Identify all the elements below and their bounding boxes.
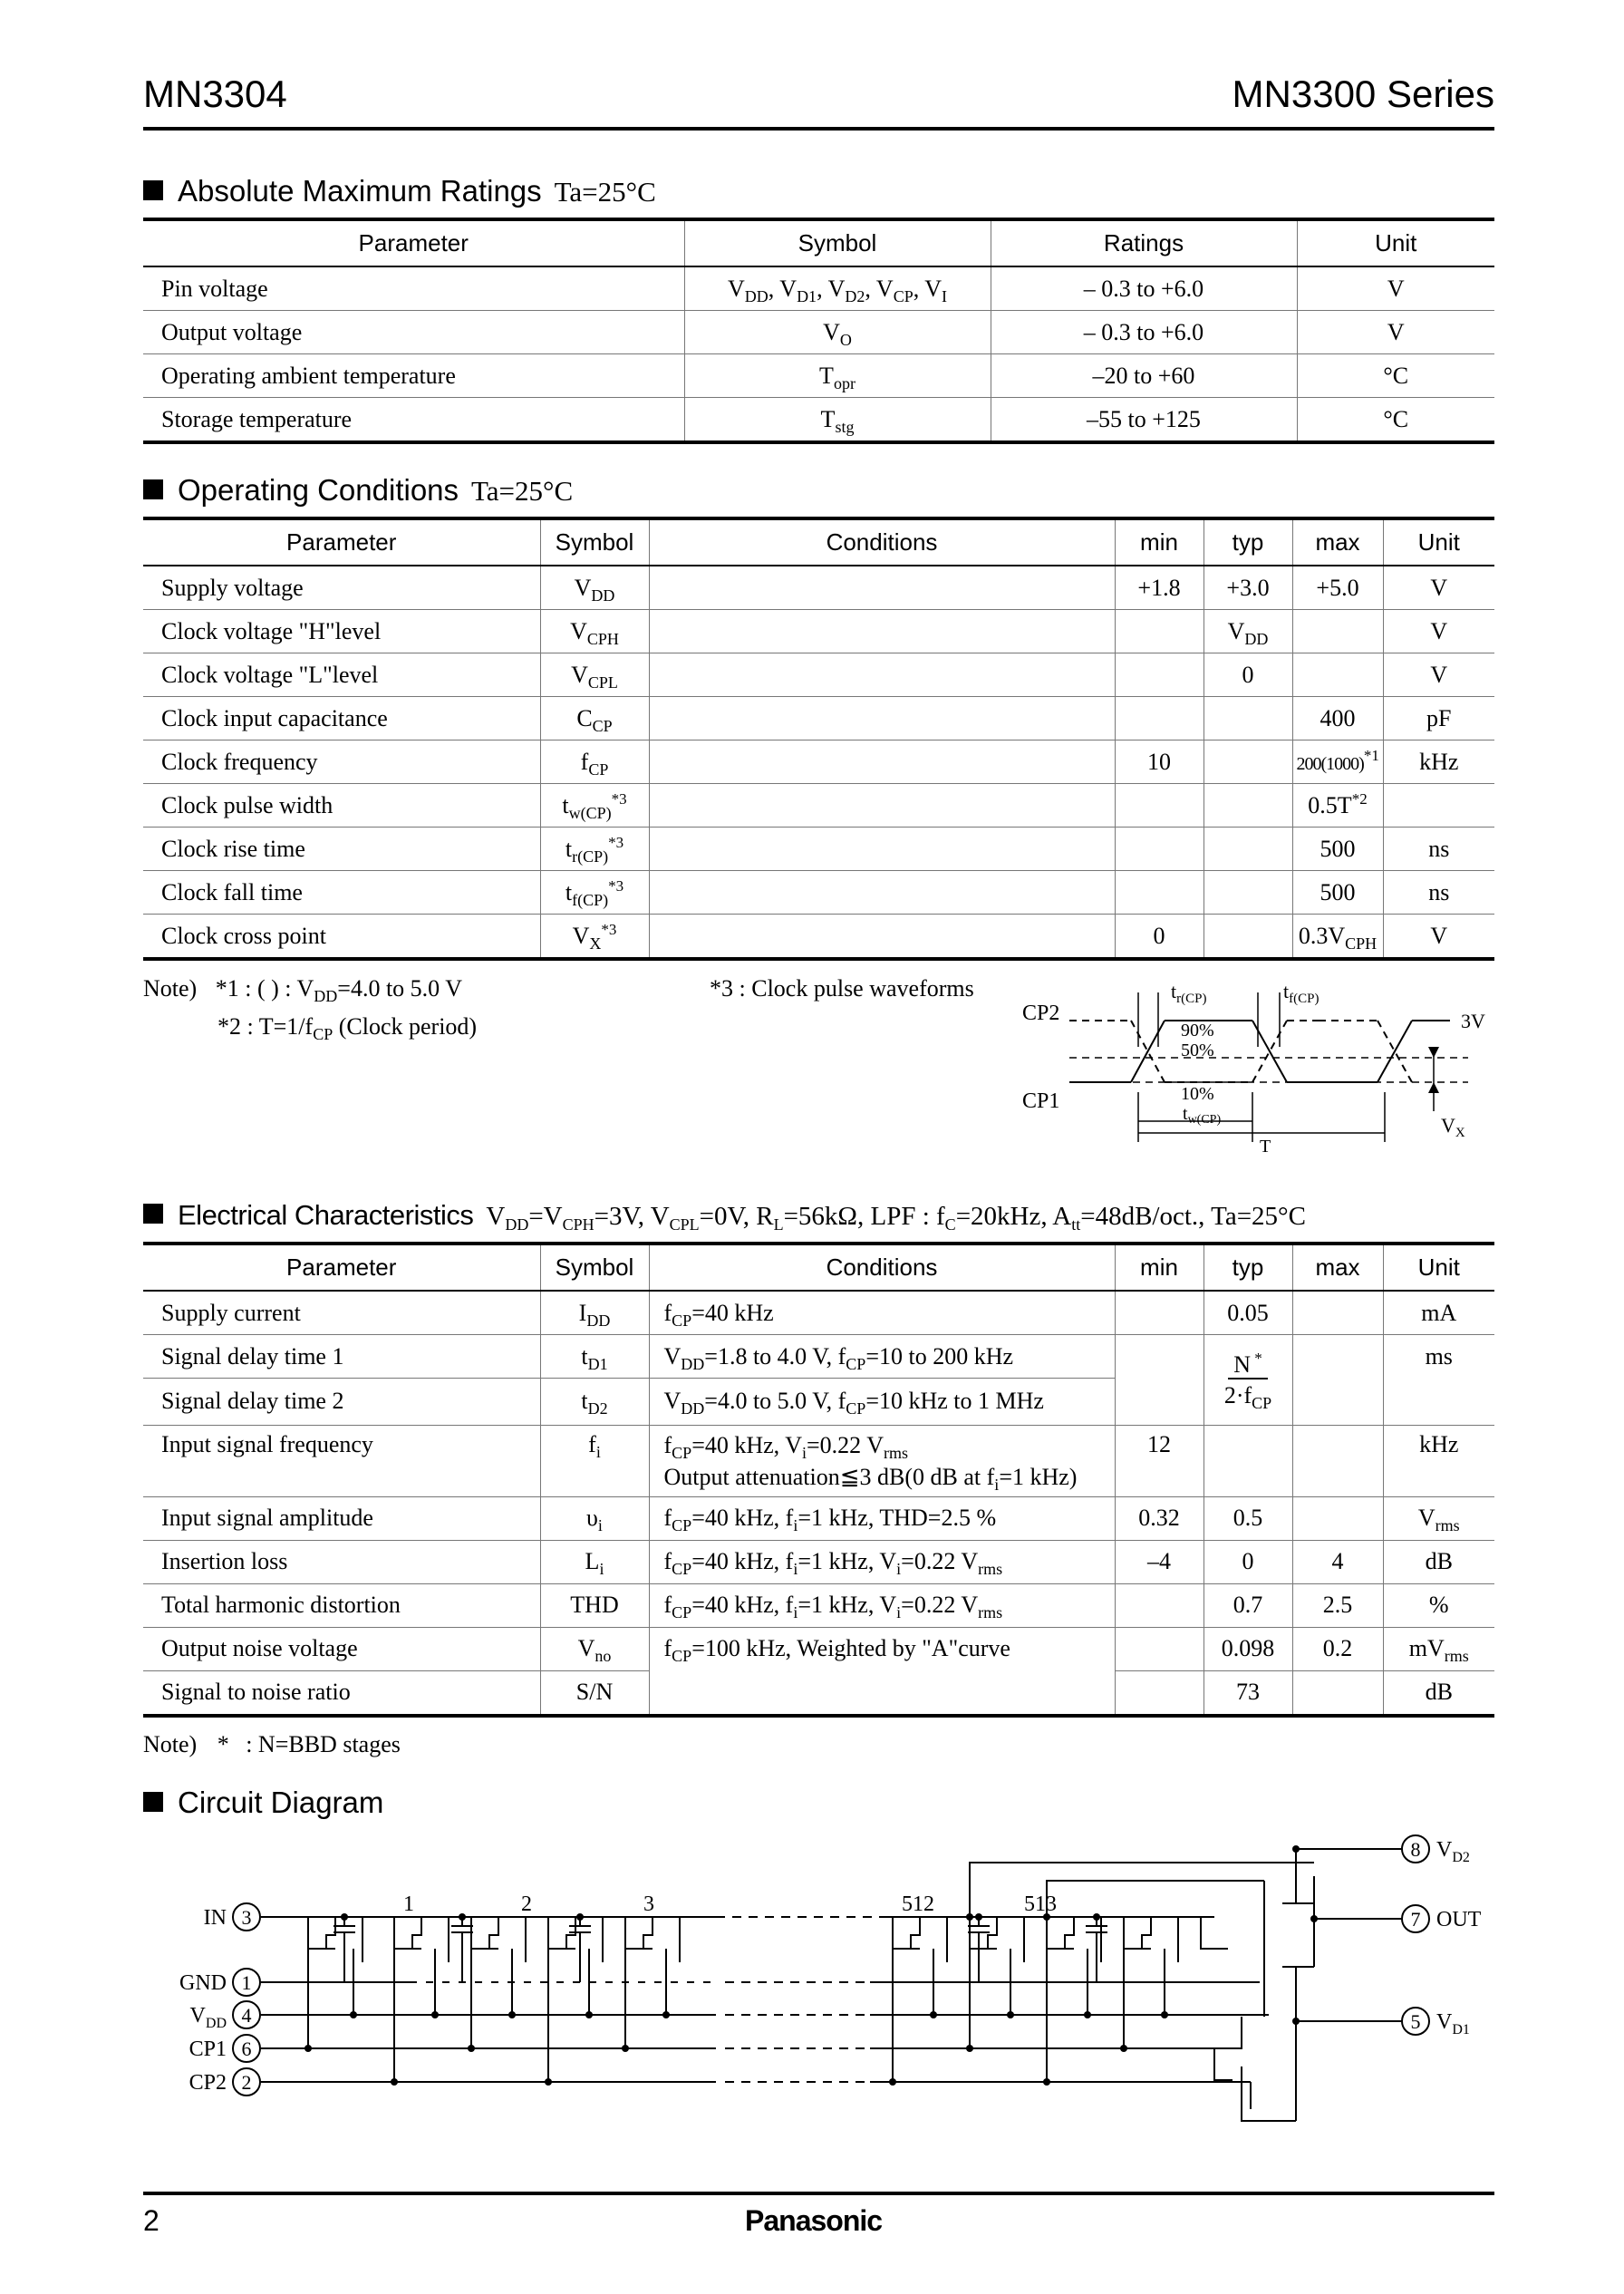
col-header: Unit <box>1383 1244 1494 1291</box>
note-text: (Clock period) <box>338 1013 478 1040</box>
abs-max-condition: Ta=25°C <box>554 176 656 208</box>
typ-cell: 0.05 <box>1204 1291 1292 1335</box>
page-number: 2 <box>143 2204 160 2237</box>
stage-cell <box>394 1917 449 2082</box>
param-cell: Input signal amplitude <box>143 1496 540 1540</box>
unit-cell: % <box>1383 1583 1494 1627</box>
col-header: min <box>1115 518 1204 566</box>
typ-cell <box>1204 784 1292 828</box>
param-cell: Pin voltage <box>143 266 684 311</box>
output-tap-2 <box>1047 1881 1264 1917</box>
symbol-cell: $V_O$ <box>684 311 991 354</box>
min-cell <box>1115 1670 1204 1716</box>
col-header: Symbol <box>540 1244 649 1291</box>
tw-label: $t_{w(CP)}$ <box>1183 1104 1222 1127</box>
note-sub: CP <box>313 1025 334 1043</box>
pin-in <box>204 1903 260 1931</box>
col-header: max <box>1292 518 1383 566</box>
col-header: typ <box>1204 1244 1292 1291</box>
symbol-cell: $t_{f(CP)}^{*3}$ <box>540 871 649 915</box>
table-header-row <box>143 518 1494 566</box>
note-label: Note) <box>143 1731 198 1757</box>
typ-cell: $V_{DD}$ <box>1204 610 1292 653</box>
symbol-cell: $I_{DD}$ <box>540 1291 649 1335</box>
col-header: Parameter <box>143 1244 540 1291</box>
min-cell <box>1115 610 1204 653</box>
col-header: Unit <box>1383 518 1494 566</box>
table-row <box>143 740 1494 784</box>
symbol-cell: $t_{r(CP)}^{*3}$ <box>540 828 649 871</box>
conditions-cell: $f_{CP}=40$ kHz, $f_i=1$ kHz, $V_i=0.22$ $V_{rms}$ <box>649 1540 1115 1583</box>
table-header-row <box>143 1244 1494 1291</box>
cp2-label: CP2 <box>1022 1002 1060 1025</box>
rating-cell: – 0.3 to +6.0 <box>991 266 1297 311</box>
min-cell: 10 <box>1115 740 1204 784</box>
unit-cell: kHz <box>1383 740 1494 784</box>
max-cell <box>1292 1670 1383 1716</box>
symbol-cell: $V_{CPL}$ <box>540 653 649 697</box>
param-cell: Total harmonic distortion <box>143 1583 540 1627</box>
rating-cell: –55 to +125 <box>991 398 1297 443</box>
unit-cell <box>1383 784 1494 828</box>
col-header: Symbol <box>540 518 649 566</box>
stage-label: 1 <box>403 1892 414 1916</box>
cp1-label: CP1 <box>1022 1089 1060 1113</box>
max-cell <box>1292 1291 1383 1335</box>
note-mark: * <box>217 1731 229 1757</box>
unit-cell: $V_{rms}$ <box>1383 1496 1494 1540</box>
typ-cell <box>1204 1425 1292 1496</box>
conditions-cell: $V_{DD}=1.8$ to 4.0 V, $f_{CP}=10$ to 200 kHz <box>649 1335 1115 1379</box>
symbol-cell: $V_{no}$ <box>540 1627 649 1670</box>
max-cell: 500 <box>1292 828 1383 871</box>
svg-text:8: 8 <box>1410 1838 1421 1861</box>
table-row <box>143 1627 1494 1670</box>
stage-label: 512 <box>902 1892 934 1916</box>
symbol-cell: $T_{stg}$ <box>684 398 991 443</box>
symbol-cell: THD <box>540 1583 649 1627</box>
header-series: MN3300 Series <box>1232 73 1494 115</box>
max-cell: +5.0 <box>1292 566 1383 610</box>
unit-cell: °C <box>1297 398 1494 443</box>
unit-cell: V <box>1297 266 1494 311</box>
typ-cell <box>1204 697 1292 740</box>
symbol-cell: $V_{DD}$ <box>540 566 649 610</box>
typ-cell <box>1204 828 1292 871</box>
table-row <box>143 610 1494 653</box>
vx-arrow-down-icon <box>1428 1082 1439 1093</box>
max-cell: $200(1000)^{*1}$ <box>1292 740 1383 784</box>
col-header: max <box>1292 1244 1383 1291</box>
bias-network <box>1214 2017 1296 2121</box>
col-header: Parameter <box>143 518 540 566</box>
level-50-label: 50% <box>1181 1041 1214 1060</box>
conditions-cell: $f_{CP}=100$ kHz, Weighted by "A"curve <box>649 1627 1115 1670</box>
svg-text:CP1: CP1 <box>188 2037 227 2061</box>
conditions-cell: $f_{CP}=40$ kHz, $f_i=1$ kHz, THD=2.5 % <box>649 1496 1115 1540</box>
op-cond-table <box>143 517 1494 961</box>
elec-condition: $V_{DD}=V_{CPH}=3V$, $V_{CPL}=0V$, $R_L=56k\Omega$, LPF : $f_C=20kHz$, $A_{tt}=48dB$/oct., Ta=25°C <box>486 1202 1306 1234</box>
header-rule <box>143 127 1494 131</box>
square-bullet-icon <box>143 1792 163 1812</box>
param-cell: Supply current <box>143 1291 540 1335</box>
table-row <box>143 653 1494 697</box>
typ-cell <box>1204 871 1292 915</box>
vx-arrow-up-icon <box>1428 1047 1439 1058</box>
param-cell: Supply voltage <box>143 566 540 610</box>
table-row <box>143 1583 1494 1627</box>
stage-cell <box>893 1917 947 2082</box>
table-row <box>143 1670 1494 1716</box>
stage-cell <box>548 1917 603 2082</box>
typ-cell <box>1204 740 1292 784</box>
square-bullet-icon <box>143 479 163 499</box>
unit-cell: ns <box>1383 871 1494 915</box>
max-cell: $0.5T^{*2}$ <box>1292 784 1383 828</box>
conditions-cell <box>649 915 1115 960</box>
max-cell: 400 <box>1292 697 1383 740</box>
col-header: Ratings <box>991 219 1297 266</box>
param-cell: Operating ambient temperature <box>143 354 684 398</box>
conditions-cell <box>649 1670 1115 1716</box>
svg-text:5: 5 <box>1410 2010 1421 2033</box>
conditions-cell <box>649 697 1115 740</box>
param-cell: Output voltage <box>143 311 684 354</box>
max-cell <box>1292 1335 1383 1379</box>
tf-label: $t_{f(CP)}$ <box>1283 980 1320 1006</box>
col-header: Symbol <box>684 219 991 266</box>
max-cell <box>1292 1379 1383 1426</box>
note-bbd <box>143 1731 401 1758</box>
op-cond-condition: Ta=25°C <box>471 475 574 507</box>
pin-cp2 <box>189 2068 260 2096</box>
capacitor <box>451 1917 473 1982</box>
param-cell: Signal delay time 1 <box>143 1335 540 1379</box>
note-3 <box>710 975 974 1002</box>
unit-cell: °C <box>1297 354 1494 398</box>
typ-cell <box>1204 915 1292 960</box>
unit-cell: dB <box>1383 1670 1494 1716</box>
op-cond-section-title <box>143 473 573 508</box>
symbol-cell: $t_{D1}$ <box>540 1335 649 1379</box>
symbol-cell: $f_{CP}$ <box>540 740 649 784</box>
table-row <box>143 1496 1494 1540</box>
svg-text:7: 7 <box>1410 1908 1421 1931</box>
conditions-cell <box>649 653 1115 697</box>
typ-cell: 73 <box>1204 1670 1292 1716</box>
stage-cell <box>1047 1917 1101 2082</box>
table-row <box>143 1335 1494 1379</box>
param-cell: Clock fall time <box>143 871 540 915</box>
min-cell <box>1115 1335 1204 1379</box>
col-header: Conditions <box>649 518 1115 566</box>
max-cell: 0.2 <box>1292 1627 1383 1670</box>
svg-text:VD2: $V_{D2}$ <box>1436 1838 1470 1865</box>
bbd-stages <box>308 1917 1228 2082</box>
cp1-rise-edge <box>1131 1021 1165 1082</box>
conditions-cell: $V_{DD}=4.0$ to 5.0 V, $f_{CP}=10$ kHz to 1 MHz <box>649 1379 1115 1426</box>
circuit-section-title <box>143 1786 383 1820</box>
elec-section-title <box>143 1197 1306 1232</box>
unit-cell: V <box>1383 566 1494 610</box>
unit-cell: V <box>1383 653 1494 697</box>
conditions-cell <box>649 610 1115 653</box>
typ-cell: 0.5 <box>1204 1496 1292 1540</box>
max-cell <box>1292 653 1383 697</box>
min-cell <box>1115 1583 1204 1627</box>
conditions-cell <box>649 784 1115 828</box>
table-row <box>143 311 1494 354</box>
symbol-cell: $V_{DD}$, $V_{D1}$, $V_{D2}$, $V_{CP}$, $V_I$ <box>684 266 991 311</box>
table-row <box>143 784 1494 828</box>
typ-cell: N * <box>1204 1335 1292 1379</box>
col-header: Conditions <box>649 1244 1115 1291</box>
table-row <box>143 1379 1494 1426</box>
param-cell: Clock input capacitance <box>143 697 540 740</box>
max-cell <box>1292 610 1383 653</box>
unit-cell: pF <box>1383 697 1494 740</box>
unit-cell: mA <box>1383 1291 1494 1335</box>
max-cell: 500 <box>1292 871 1383 915</box>
typ-cell: 0.7 <box>1204 1583 1292 1627</box>
note-mark: *3 : <box>710 975 746 1002</box>
symbol-cell: $t_{D2}$ <box>540 1379 649 1426</box>
symbol-cell: $T_{opr}$ <box>684 354 991 398</box>
param-cell: Signal to noise ratio <box>143 1670 540 1716</box>
unit-cell: V <box>1383 610 1494 653</box>
min-cell <box>1115 871 1204 915</box>
min-cell: 0.32 <box>1115 1496 1204 1540</box>
min-cell: +1.8 <box>1115 566 1204 610</box>
brand-logo: Panasonic <box>745 2204 883 2237</box>
pin-cp1 <box>189 2035 260 2062</box>
cp1-rise-edge-2 <box>1378 1021 1412 1082</box>
table-row <box>143 915 1494 960</box>
param-cell: Clock voltage "H"level <box>143 610 540 653</box>
level-10-label: 10% <box>1181 1084 1214 1104</box>
min-cell <box>1115 1627 1204 1670</box>
stage-label: 2 <box>521 1892 532 1916</box>
table-header-row <box>143 219 1494 266</box>
param-cell: Signal delay time 2 <box>143 1379 540 1426</box>
svg-text:4: 4 <box>241 2004 252 2027</box>
level-90-label: 90% <box>1181 1021 1214 1041</box>
param-cell: Clock frequency <box>143 740 540 784</box>
stage-label: 3 <box>643 1892 654 1916</box>
typ-cell: 0 <box>1204 1540 1292 1583</box>
svg-text:3: 3 <box>241 1906 252 1929</box>
unit-cell: dB <box>1383 1540 1494 1583</box>
output-buffer <box>1264 1849 1314 2021</box>
conditions-cell <box>649 828 1115 871</box>
table-row <box>143 398 1494 443</box>
header-part-number: MN3304 <box>143 73 287 115</box>
symbol-cell: $L_i$ <box>540 1540 649 1583</box>
param-cell: Insertion loss <box>143 1540 540 1583</box>
abs-max-table <box>143 218 1494 444</box>
min-cell <box>1115 697 1204 740</box>
param-cell: Output noise voltage <box>143 1627 540 1670</box>
svg-text:VDD: $V_{DD}$ <box>189 2004 227 2031</box>
table-row <box>143 354 1494 398</box>
svg-text:GND: GND <box>179 1971 227 1995</box>
svg-text:6: 6 <box>241 2037 252 2060</box>
table-row <box>143 828 1494 871</box>
min-cell: –4 <box>1115 1540 1204 1583</box>
note-text: Clock pulse waveforms <box>751 975 974 1002</box>
table-row <box>143 1540 1494 1583</box>
stage-cell <box>1201 1917 1228 1949</box>
param-cell: Clock rise time <box>143 828 540 871</box>
note-1 <box>143 975 462 1005</box>
min-cell <box>1115 653 1204 697</box>
unit-cell: V <box>1383 915 1494 960</box>
svg-text:2: 2 <box>241 2071 252 2094</box>
stage-label: 513 <box>1024 1892 1057 1916</box>
min-cell <box>1115 1379 1204 1426</box>
conditions-cell <box>649 566 1115 610</box>
conditions-cell <box>649 740 1115 784</box>
max-cell: 2.5 <box>1292 1583 1383 1627</box>
col-header: Unit <box>1297 219 1494 266</box>
note-label: Note) <box>143 975 198 1002</box>
min-cell <box>1115 1291 1204 1335</box>
table-row <box>143 871 1494 915</box>
typ-cell: +3.0 <box>1204 566 1292 610</box>
vx-label: $V_X$ <box>1441 1114 1465 1140</box>
note-mark: *1 : <box>215 975 252 1002</box>
capacitor <box>1086 1917 1107 1982</box>
abs-max-title: Absolute Maximum Ratings <box>178 174 542 208</box>
symbol-cell: $\upsilon_i$ <box>540 1496 649 1540</box>
symbol-cell: $f_i$ <box>540 1425 649 1496</box>
max-cell: $0.3V_{CPH}$ <box>1292 915 1383 960</box>
param-cell: Clock pulse width <box>143 784 540 828</box>
unit-cell: V <box>1297 311 1494 354</box>
symbol-cell: S/N <box>540 1670 649 1716</box>
symbol-cell: $t_{w(CP)}^{*3}$ <box>540 784 649 828</box>
pin-vd1 <box>1402 2008 1470 2037</box>
elec-table <box>143 1242 1494 1718</box>
abs-max-section-title <box>143 174 656 208</box>
max-cell <box>1292 1425 1383 1496</box>
op-cond-title: Operating Conditions <box>178 473 459 507</box>
circuit-title: Circuit Diagram <box>178 1786 384 1819</box>
min-cell <box>1115 828 1204 871</box>
square-bullet-icon <box>143 180 163 200</box>
symbol-cell: $C_{CP}$ <box>540 697 649 740</box>
unit-cell: kHz <box>1383 1425 1494 1496</box>
unit-cell: ms <box>1383 1335 1494 1379</box>
table-row <box>143 566 1494 610</box>
svg-text:VD1: $V_{D1}$ <box>1436 2010 1470 2037</box>
min-cell: 12 <box>1115 1425 1204 1496</box>
note-sub: DD <box>314 987 338 1005</box>
circuit-diagram <box>172 1831 1495 2139</box>
max-cell <box>1292 1496 1383 1540</box>
max-cell: 4 <box>1292 1540 1383 1583</box>
footer-rule <box>143 2192 1494 2195</box>
param-cell: Clock voltage "L"level <box>143 653 540 697</box>
unit-cell: $mV_{rms}$ <box>1383 1627 1494 1670</box>
min-cell <box>1115 784 1204 828</box>
col-header: typ <box>1204 518 1292 566</box>
unit-cell: ns <box>1383 828 1494 871</box>
note-text: T=1/f <box>258 1013 314 1040</box>
period-label: T <box>1260 1137 1271 1156</box>
table-row <box>143 266 1494 311</box>
svg-text:OUT: OUT <box>1436 1908 1482 1931</box>
symbol-cell: $V_X^{*3}$ <box>540 915 649 960</box>
note-2 <box>218 1013 477 1041</box>
pin-gnd <box>179 1969 260 1996</box>
pin-out <box>1402 1905 1482 1932</box>
table-row <box>143 697 1494 740</box>
conditions-cell: $f_{CP}=40$ kHz, $V_i=0.22$ $V_{rms}$ Output attenuation≦3 dB(0 dB at $f_i=1$ kHz) <box>649 1425 1115 1496</box>
symbol-cell: $V_{CPH}$ <box>540 610 649 653</box>
svg-text:1: 1 <box>241 1971 252 1994</box>
rating-cell: – 0.3 to +6.0 <box>991 311 1297 354</box>
typ-cell: 0.098 <box>1204 1627 1292 1670</box>
note-mark: *2 : <box>218 1013 254 1040</box>
clock-waveform-diagram <box>1015 974 1495 1156</box>
table-row <box>143 1425 1494 1496</box>
typ-cell: 0 <box>1204 653 1292 697</box>
pin-vdd <box>190 2001 260 2031</box>
typ-cell: $2\cdot f_{CP}$ <box>1204 1379 1292 1426</box>
pin-vd2 <box>1402 1835 1470 1865</box>
note-text: ( ) : V <box>256 975 314 1002</box>
elec-title: Electrical Characteristics <box>178 1199 474 1231</box>
square-bullet-icon <box>143 1204 163 1224</box>
conditions-cell <box>649 871 1115 915</box>
svg-text:IN: IN <box>203 1906 227 1930</box>
min-cell: 0 <box>1115 915 1204 960</box>
note-text: =4.0 to 5.0 V <box>337 975 462 1002</box>
param-cell: Clock cross point <box>143 915 540 960</box>
tr-label: $t_{r(CP)}$ <box>1171 980 1207 1006</box>
col-header: min <box>1115 1244 1204 1291</box>
param-cell: Storage temperature <box>143 398 684 443</box>
table-row <box>143 1291 1494 1335</box>
svg-text:CP2: CP2 <box>188 2071 227 2095</box>
param-cell: Input signal frequency <box>143 1425 540 1496</box>
capacitor <box>334 1917 355 1982</box>
col-header: Parameter <box>143 219 684 266</box>
unit-cell <box>1383 1379 1494 1426</box>
output-tap-1 <box>970 1863 1314 1917</box>
3v-label: 3V <box>1461 1010 1485 1032</box>
rating-cell: –20 to +60 <box>991 354 1297 398</box>
conditions-cell: $f_{CP}=40$ kHz, $f_i=1$ kHz, $V_i=0.22$ $V_{rms}$ <box>649 1583 1115 1627</box>
conditions-cell: $f_{CP}=40$ kHz <box>649 1291 1115 1335</box>
note-text: : N=BBD stages <box>246 1731 401 1757</box>
